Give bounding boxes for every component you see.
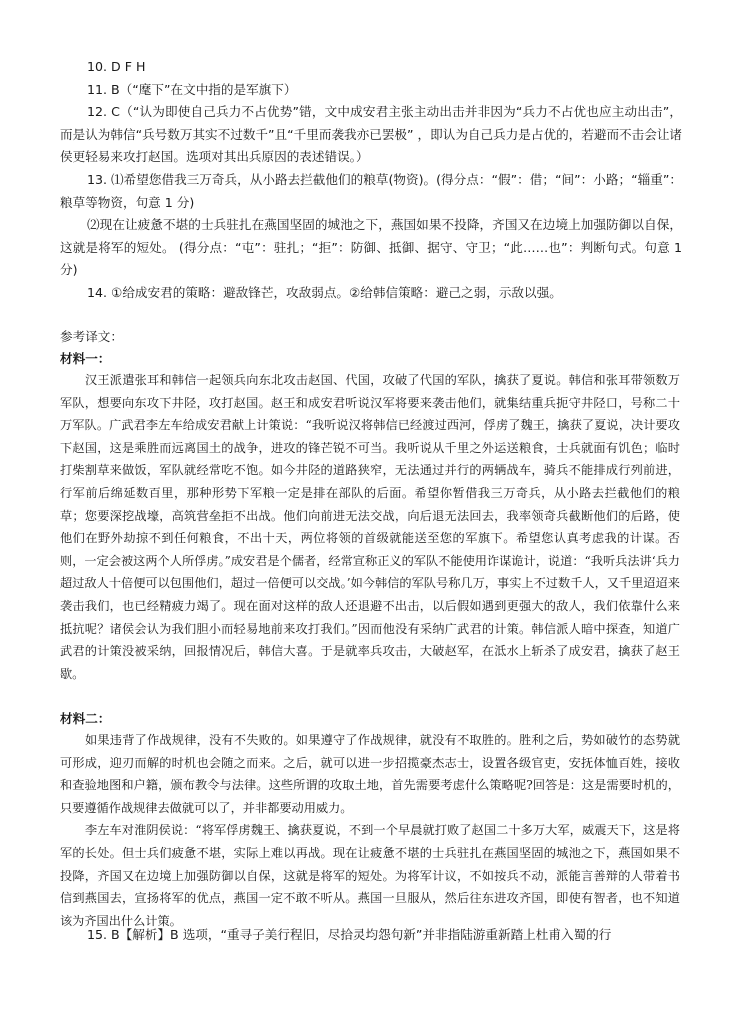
- material-2-heading: 材料二：: [60, 711, 111, 726]
- material-1-text: 汉王派遣张耳和韩信一起领兵向东北攻击赵国、代国，攻破了代国的军队，擒获了夏说。韩信和张耳带领数万军队，想要向东攻下井陉，攻打赵国。赵王和成安君听说汉军将要来袭击他们，就集结重兵扼守井陉口，号称二十万军队。广武君李左车给成安君献上计策说：“我听说汉将韩信已经渡过西河，俘虏了魏王，擒获了夏说，决计要攻下赵国，这是乘胜而远离国土的战争，进攻的锋芒锐不可当。我听说从千里之外运送粮食，士兵就面有饥色；临时打柴割草来做饭，军队就经常吃不饱。如今井陉的道路狭窄，无法通过并行的两辆战车，骑兵不能排成行列前进，行军前后绵延数百里，那种形势下军粮一定是排在部队的后面。希望你暂借我三万奇兵，从小路去拦截他们的粮草；您要深挖战壕，高筑营垒拒不出战。他们向前进无法交战，向后退无法回去，我率领奇兵截断他们的后路，使他们在野外劫掠不到任何粮食，不出十天，两位将领的首级就能送至您的军旗下。希望您认真考虑我的计谋。否则，一定会被这两个人所俘虏。”成安君是个儒者，经常宣称正义的军队不能使用诈谋诡计，说道：“我听兵法讲‘兵力超过敌人十倍便可以包围他们，超过一倍便可以交战。’如今韩信的军队号称几万，事实上不过数千人，又千里迢迢来袭击我们，也已经精疲力竭了。现在面对这样的敌人还退避不出击，以后假如遇到更强大的敌人，我们依靠什么来抵抗呢？诸侯会认为我们胆小而轻易地前来攻打我们。”因而他没有采纳广武君的计策。韩信派人暗中探查，知道广武君的计策没被采纳，回报情况后，韩信大喜。于是就率兵攻击，大破赵军，在泜水上斩杀了成安君，擒获了赵王歇。: [60, 373, 680, 681]
- answer-15: 15. B【解析】B 选项，“重寻子美行程旧，尽拾灵均怨句新”并非指陆游重新踏上杜甫入蜀的行: [87, 927, 612, 942]
- answer-14: 14. ①给成安君的策略：避敌锋芒，攻敌弱点。②给韩信策略：避己之弱，示敌以强。: [87, 284, 562, 300]
- reference-translation-heading: 参考译文：: [60, 329, 123, 344]
- answer-10: 10. D F H: [87, 59, 146, 74]
- answer-11: 11. B（“麾下”在文中指的是军旗下）: [87, 81, 297, 97]
- material-2-paragraph-1: 如果违背了作战规律，没有不失败的。如果遵守了作战规律，就没有不取胜的。胜利之后，势如破竹的态势就可形成，迎刃而解的时机也会随之而来。之后，就可以进一步招揽豪杰志士，设置各级官吏，安抚体恤百姓，接收和查验地图和户籍，颁布教令与法律。这些所谓的攻取土地，首先需要考虑什么策略呢?回答是：这是需要时机的，只要遵循作战规律去做就可以了，并非都要动用威力。: [60, 733, 680, 815]
- material-2-paragraph-2: 李左车对淮阴侯说：“将军俘虏魏王、擒获夏说，不到一个早晨就打败了赵国二十多万大军，威震天下，这是将军的长处。但士兵们疲惫不堪，实际上难以再战。现在让疲惫不堪的士兵驻扎在燕国坚固的城池之下，燕国如果不投降，齐国又在边境上加强防御以自保，这就是将军的短处。为将军计议，不如按兵不动，派能言善辩的人带着书信到燕国去，宣扬将军的优点，燕国一定不敢不听从。燕国一旦服从，然后往东进攻齐国，即使有智者，也不知道该为齐国出什么计策。: [60, 823, 680, 928]
- answer-13-part2: ⑵现在让疲惫不堪的士兵驻扎在燕国坚固的城池之下，燕国如果不投降，齐国又在边境上加强防御以自保，这就是将军的短处。 (得分点：“屯”：驻扎；“拒”：防御、抵御、据守、守卫；“此……也”：判断句式。句意 1 分): [60, 217, 682, 278]
- answer-section: [60, 56, 682, 305]
- material-1: [60, 349, 680, 685]
- material-1-heading: 材料一：: [60, 351, 111, 366]
- answer-13-part1: 13. ⑴希望您借我三万奇兵，从小路去拦截他们的粮草(物资)。(得分点：“假”：借；“间”：小路；“辎重”：粮草等物资，句意 1 分): [60, 171, 682, 210]
- material-2: [60, 709, 680, 932]
- answer-12: 12. C（“认为即使自己兵力不占优势”错，文中成安君主张主动出击并非因为“兵力不占优也应主动出击”，而是认为韩信“兵号数万其实不过数千”且“千里而袭我亦已罢极” ，即认为自己兵力是占优的，若避而不击会让诸侯更轻易来攻打赵国。选项对其出兵原因的表述错误。）: [60, 104, 683, 165]
